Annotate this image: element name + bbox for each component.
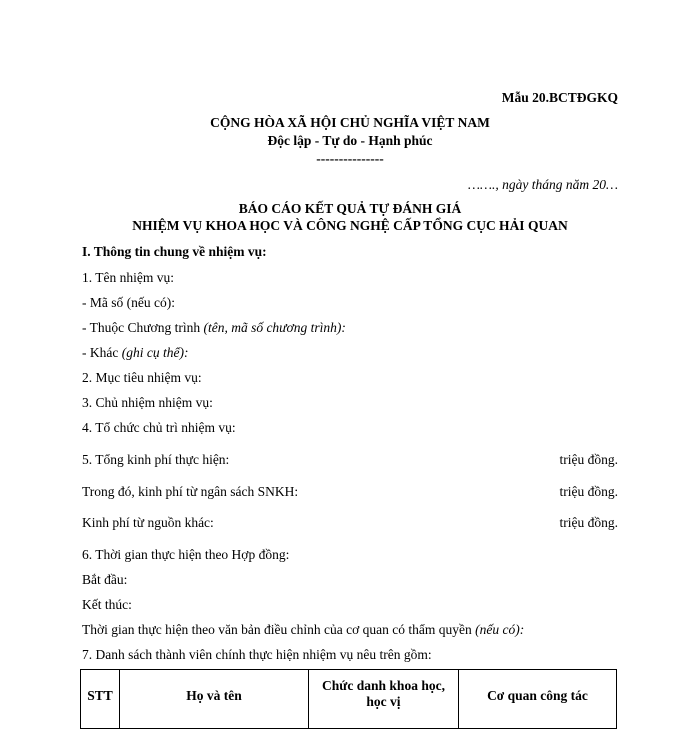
column-header-name: Họ và tên <box>120 670 309 729</box>
form-code: Mẫu 20.BCTĐGKQ <box>501 90 618 105</box>
column-header-title: Chức danh khoa học, học vị <box>309 670 459 729</box>
other-hint: (ghi cụ thể): <box>121 345 189 360</box>
leader-label: 3. Chủ nhiệm nhiệm vụ: <box>82 395 213 410</box>
other-budget-label: Kinh phí từ nguồn khác: <box>82 515 214 530</box>
members-table <box>80 669 617 729</box>
country-name: CỘNG HÒA XÃ HỘI CHỦ NGHĨA VIỆT NAM <box>210 115 490 130</box>
total-budget-label: 5. Tổng kinh phí thực hiện: <box>82 452 230 467</box>
snkh-budget-unit: triệu đồng. <box>559 484 618 499</box>
start-label: Bắt đầu: <box>82 572 128 587</box>
column-header-workplace: Cơ quan công tác <box>459 670 617 729</box>
end-label: Kết thúc: <box>82 597 132 612</box>
members-intro: 7. Danh sách thành viên chính thực hiện nhiệm vụ nêu trên gồm: <box>82 647 432 662</box>
report-title-line1: BÁO CÁO KẾT QUẢ TỰ ĐÁNH GIÁ <box>238 201 462 216</box>
column-header-stt: STT <box>81 670 120 729</box>
header-separator: --------------- <box>316 151 384 166</box>
other-budget-unit: triệu đồng. <box>559 515 618 530</box>
report-title-line2: NHIỆM VỤ KHOA HỌC VÀ CÔNG NGHỆ CẤP TỔNG CỤC HẢI QUAN <box>132 218 568 233</box>
program-label-text: - Thuộc Chương trình <box>82 320 204 335</box>
snkh-budget-label: Trong đó, kinh phí từ ngân sách SNKH: <box>82 484 299 499</box>
total-budget-unit: triệu đồng. <box>559 452 618 467</box>
adjusted-hint: (nếu có): <box>475 622 525 637</box>
task-code-label: - Mã số (nếu có): <box>82 295 175 310</box>
objective-label: 2. Mục tiêu nhiệm vụ: <box>82 370 202 385</box>
host-org-label: 4. Tổ chức chủ trì nhiệm vụ: <box>82 420 236 435</box>
national-motto: Độc lập - Tự do - Hạnh phúc <box>267 133 433 148</box>
other-label-text: - Khác <box>82 345 122 360</box>
adjusted-time-label <box>82 622 524 638</box>
program-hint: (tên, mã số chương trình): <box>203 320 346 335</box>
program-label <box>82 320 346 336</box>
section-heading: I. Thông tin chung về nhiệm vụ: <box>82 244 267 259</box>
contract-time-label: 6. Thời gian thực hiện theo Hợp đồng: <box>82 547 290 562</box>
date-line: ……., ngày tháng năm 20… <box>467 177 618 192</box>
task-name-label: 1. Tên nhiệm vụ: <box>82 270 174 285</box>
adjusted-time-text: Thời gian thực hiện theo văn bản điều chỉnh của cơ quan có thẩm quyền <box>82 622 476 637</box>
other-label <box>82 345 188 361</box>
members-table-header <box>81 670 617 729</box>
